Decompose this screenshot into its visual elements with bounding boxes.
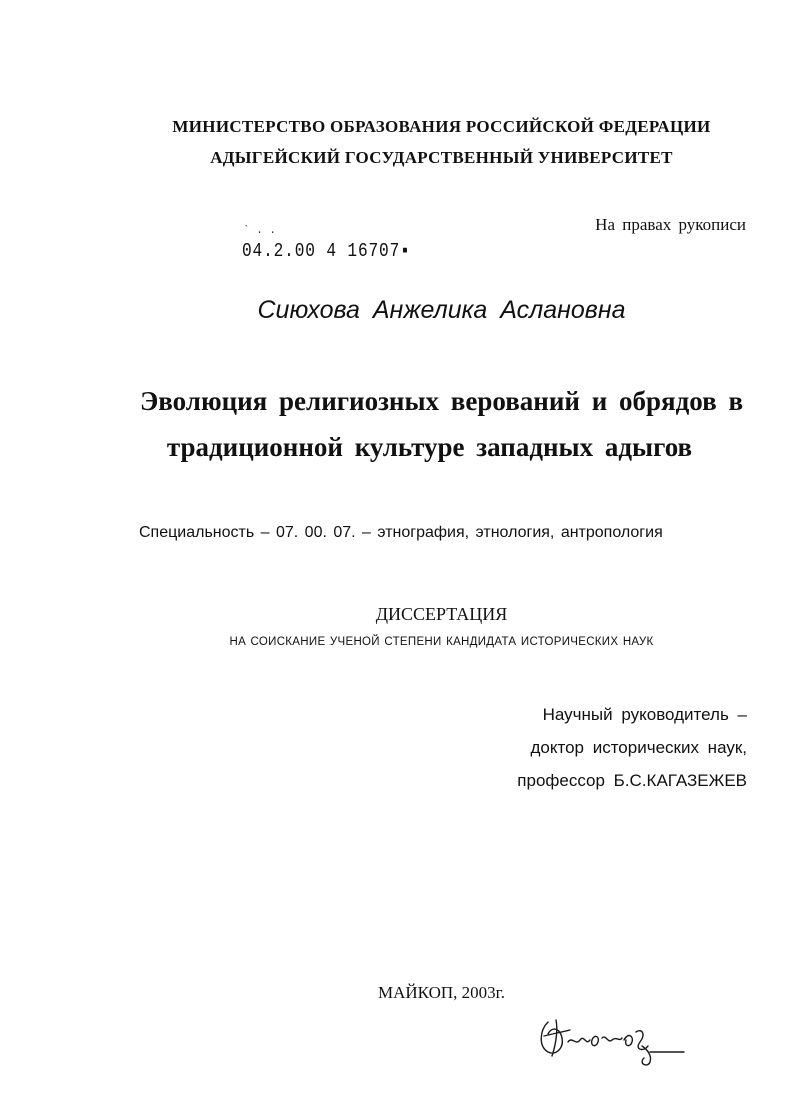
- dissertation-label: ДИССЕРТАЦИЯ: [375, 604, 508, 624]
- archive-number-text: 04.2.00 4 16707: [242, 240, 401, 262]
- signature-icon: [534, 1012, 694, 1072]
- manuscript-rights-note: На правах рукописи: [595, 215, 746, 234]
- specialty-line: Специальность – 07. 00. 07. – этнография, этнология, антропология: [139, 524, 663, 541]
- archive-number: [242, 240, 411, 262]
- dissertation-title-line-2: традиционной культуре западных адыгов: [166, 432, 693, 462]
- archive-number-mark: ▪: [400, 240, 411, 262]
- advisor-degree: доктор исторических наук,: [530, 738, 747, 757]
- dissertation-title-line-1: Эволюция религиозных верований и обрядов в: [139, 386, 744, 416]
- degree-subtitle: НА СОИСКАНИЕ УЧЕНОЙ СТЕПЕНИ КАНДИДАТА ИСТОРИЧЕСКИХ НАУК: [229, 636, 654, 648]
- advisor-role: Научный руководитель –: [542, 705, 747, 724]
- author-name: Сиюхова Анжелика Аслановна: [257, 296, 626, 324]
- ministry-heading: МИНИСТЕРСТВО ОБРАЗОВАНИЯ РОССИЙСКОЙ ФЕДЕРАЦИИ: [172, 117, 711, 136]
- archive-stamp-marks: ` . .: [243, 225, 277, 237]
- city-year: МАЙКОП, 2003г.: [378, 983, 505, 1002]
- advisor-name: профессор Б.С.КАГАЗЕЖЕВ: [517, 771, 747, 790]
- university-heading: АДЫГЕЙСКИЙ ГОСУДАРСТВЕННЫЙ УНИВЕРСИТЕТ: [210, 148, 673, 167]
